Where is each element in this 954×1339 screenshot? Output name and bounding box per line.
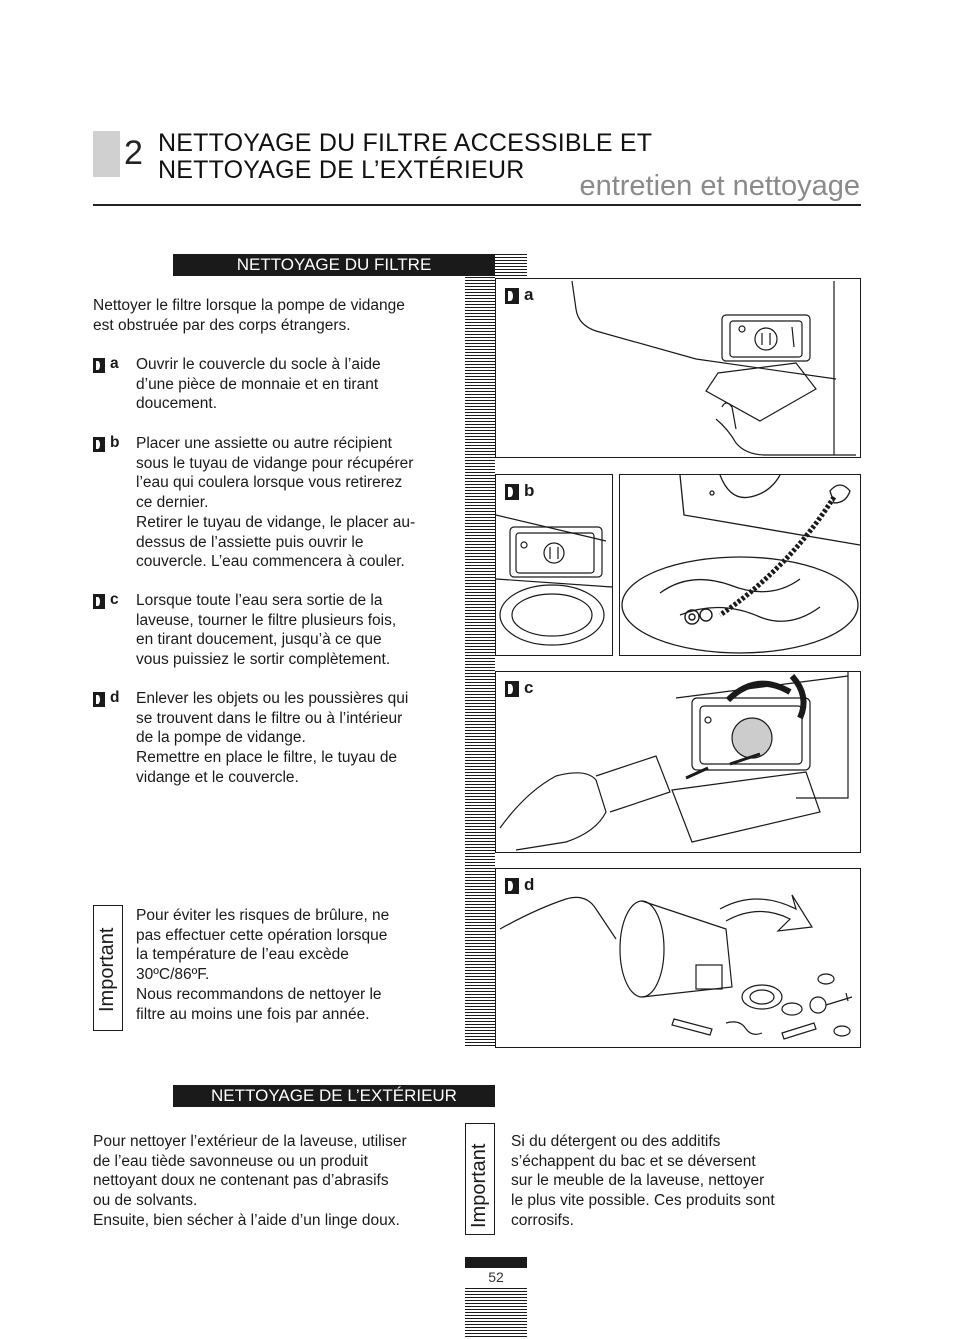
figure-b-right-illustration <box>620 475 860 655</box>
important-text-exterior: Si du détergent ou des additifs s’échappent du bac et se déversent sur le meuble de la laveuse, nettoyer le plus vite possible. Ces produits sont corrosifs. <box>511 1133 775 1229</box>
figure-b-left-illustration <box>496 475 612 655</box>
figure-d <box>495 868 861 1048</box>
figure-c-marker <box>505 681 519 697</box>
page-number-bar <box>465 1257 527 1268</box>
step-c-letter: c <box>110 591 119 608</box>
filter-intro: Nettoyer le filtre lorsque la pompe de vidange est obstruée par des corps étrangers. <box>93 297 405 334</box>
figure-b-tag: b <box>524 481 535 500</box>
figure-b-left <box>495 474 613 656</box>
figure-b-marker <box>505 484 519 500</box>
important-text-filter: Pour éviter les risques de brûlure, ne pas effectuer cette opération lorsque la température de l’eau excède 30ºC/86ºF. Nous recommandons de nettoyer le filtre au moins une fois par année. <box>136 907 390 1023</box>
heading-hatch <box>495 254 527 276</box>
step-a-marker <box>93 358 105 373</box>
step-d-letter: d <box>110 689 120 706</box>
figure-a-illustration <box>496 279 860 457</box>
step-b-marker <box>93 437 105 452</box>
figure-d-marker <box>505 878 519 894</box>
page-subtitle: entretien et nettoyage <box>579 170 860 202</box>
step-a-letter: a <box>110 355 119 372</box>
chapter-number: 2 <box>124 134 143 172</box>
figure-d-illustration <box>496 869 860 1047</box>
step-a-text: Ouvrir le couvercle du socle à l’aide d’une pièce de monnaie et en tirant doucement. <box>136 356 381 413</box>
footer-hatch <box>465 1288 527 1339</box>
figure-c-tag: c <box>524 678 534 697</box>
step-d-text: Enlever les objets ou les poussières qui se trouvent dans le filtre ou à l’intérieur de la pompe de vidange. Remettre en place le filtre, le tuyau de vidange et le couvercle. <box>136 690 409 786</box>
page-title-line2: NETTOYAGE DE L’EXTÉRIEUR <box>158 156 525 184</box>
section-heading-filter: NETTOYAGE DU FILTRE <box>173 254 495 276</box>
figure-c-illustration <box>496 672 860 852</box>
step-c-marker <box>93 594 105 609</box>
figure-a <box>495 278 861 458</box>
section-heading-exterior: NETTOYAGE DE L’EXTÉRIEUR <box>173 1085 495 1107</box>
figure-c <box>495 671 861 853</box>
exterior-body: Pour nettoyer l’extérieur de la laveuse, utiliser de l’eau tiède savonneuse ou un produit nettoyant doux ne contenant pas d’abrasifs ou de solvants. Ensuite, bien sécher à l’aide d’un linge doux. <box>93 1133 407 1229</box>
step-d-marker <box>93 692 105 707</box>
figure-a-tag: a <box>524 285 534 304</box>
page-number: 52 <box>488 1269 504 1285</box>
header-rule <box>93 204 861 206</box>
important-label-filter: Important <box>96 927 118 1012</box>
important-label-exterior: Important <box>468 1143 490 1228</box>
figure-a-marker <box>505 288 519 304</box>
step-b-text: Placer une assiette ou autre récipient sous le tuyau de vidange pour récupérer l’eau qui coulera lorsque vous retirerez ce dernier. Retirer le tuyau de vidange, le placer au- dessus de l’assiette puis ouvrir le couvercle. L’eau commencera à couler. <box>136 435 416 571</box>
figure-b-right <box>619 474 861 656</box>
page-title-line1: NETTOYAGE DU FILTRE ACCESSIBLE ET <box>158 129 653 157</box>
step-c-text: Lorsque toute l’eau sera sortie de la laveuse, tourner le filtre plusieurs fois, en tirant doucement, jusqu’à ce que vous puissiez le sortir complètement. <box>136 592 397 669</box>
figure-hatch-stripe <box>465 277 495 1047</box>
figure-d-tag: d <box>524 875 535 894</box>
step-b-letter: b <box>110 434 120 451</box>
